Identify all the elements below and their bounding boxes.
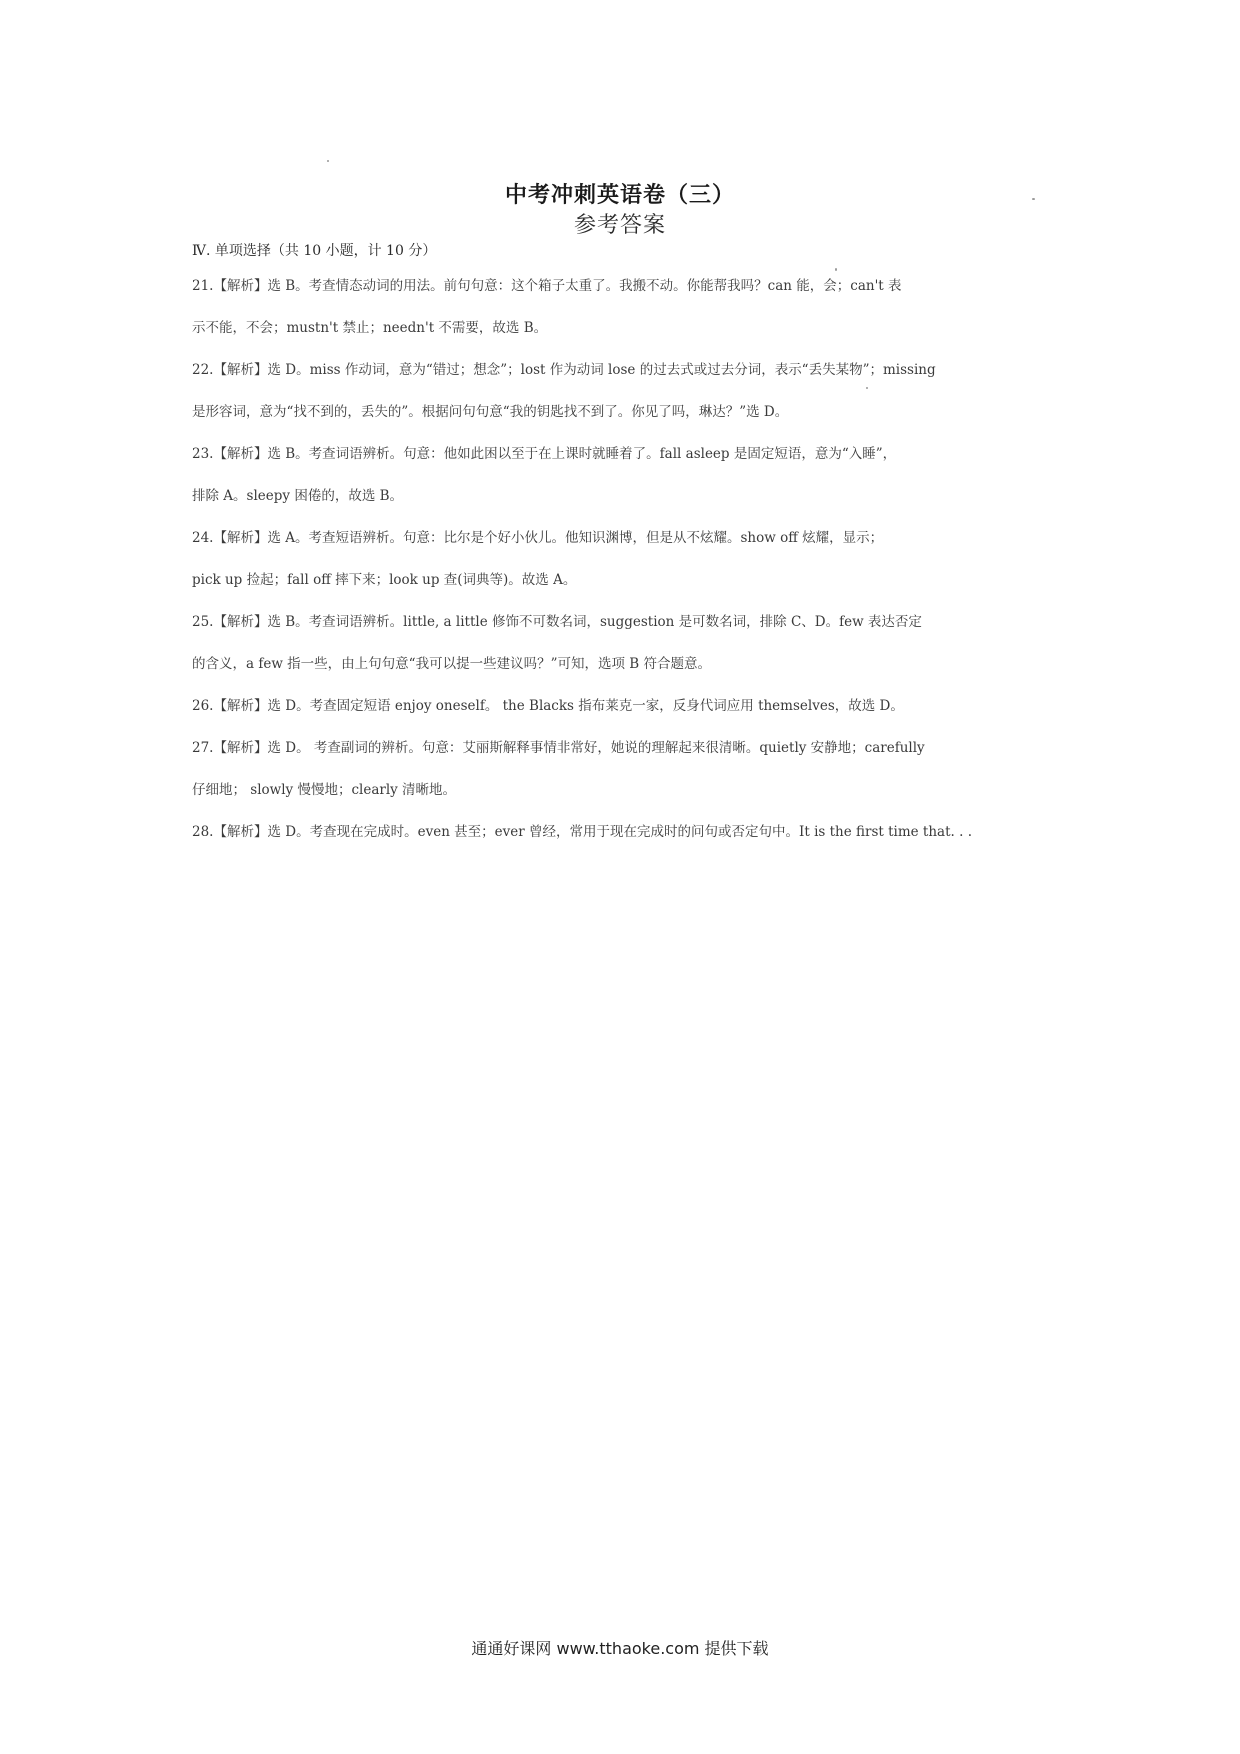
answer-line: 27.【解析】选 D。 考查副词的辨析。句意：艾丽斯解释事情非常好，她说的理解起来很清晰。quietly 安静地；carefully (192, 740, 925, 756)
document-title: 中考冲刺英语卷（三） (504, 182, 735, 208)
answer-line: 21.【解析】选 B。考查情态动词的用法。前句句意：这个箱子太重了。我搬不动。你能帮我吗？can 能，会；can't 表 (192, 278, 902, 294)
answer-line: 仔细地； slowly 慢慢地；clearly 清晰地。 (192, 782, 457, 798)
answer-item-23 (192, 433, 1038, 517)
page-footer: 通通好课网 www.tthaoke.com 提供下载 (471, 1639, 769, 1658)
answer-line: 28.【解析】选 D。考查现在完成时。even 甚至；ever 曾经，常用于现在完成时的问句或否定句中。It is the first time that. . . (192, 824, 972, 840)
answer-line: 22.【解析】选 D。miss 作动词，意为“错过；想念”；lost 作为动词 lose 的过去式或过去分词，表示“丢失某物”；missing (192, 362, 936, 378)
document-subtitle: 参考答案 (573, 213, 666, 238)
answer-line: 排除 A。sleepy 困倦的，故选 B。 (192, 488, 404, 504)
answer-item-21 (192, 265, 1038, 349)
answer-item-22 (192, 349, 1038, 433)
answer-item-26 (192, 685, 1038, 727)
answer-list (192, 265, 1038, 853)
answer-line: 26.【解析】选 D。考查固定短语 enjoy oneself。 the Blacks 指布莱克一家，反身代词应用 themselves，故选 D。 (192, 698, 904, 714)
answer-line: 23.【解析】选 B。考查词语辨析。句意：他如此困以至于在上课时就睡着了。fall asleep 是固定短语，意为“入睡”， (192, 446, 897, 462)
answer-line: 的含义，a few 指一些，由上句句意“我可以提一些建议吗？”可知，选项 B 符合题意。 (192, 656, 711, 672)
answer-line: 示不能，不会；mustn't 禁止；needn't 不需要，故选 B。 (192, 320, 548, 336)
answer-item-28 (192, 811, 1038, 853)
section-heading: Ⅳ. 单项选择（共 10 小题，计 10 分） (192, 243, 437, 259)
answer-line: 25.【解析】选 B。考查词语辨析。little, a little 修饰不可数名词，suggestion 是可数名词，排除 C、D。few 表达否定 (192, 614, 922, 630)
scan-speck (327, 160, 329, 162)
answer-item-27 (192, 727, 1038, 811)
answer-line: 24.【解析】选 A。考查短语辨析。句意：比尔是个好小伙儿。他知识渊博，但是从不炫耀。show off 炫耀，显示； (192, 530, 884, 546)
answer-item-24 (192, 517, 1038, 601)
answer-line: pick up 捡起；fall off 摔下来；look up 查(词典等)。故选 A。 (192, 572, 577, 588)
answer-line: 是形容词，意为“找不到的，丢失的”。根据问句句意“我的钥匙找不到了。你见了吗，琳达？”选 D。 (192, 404, 789, 420)
answer-item-25 (192, 601, 1038, 685)
